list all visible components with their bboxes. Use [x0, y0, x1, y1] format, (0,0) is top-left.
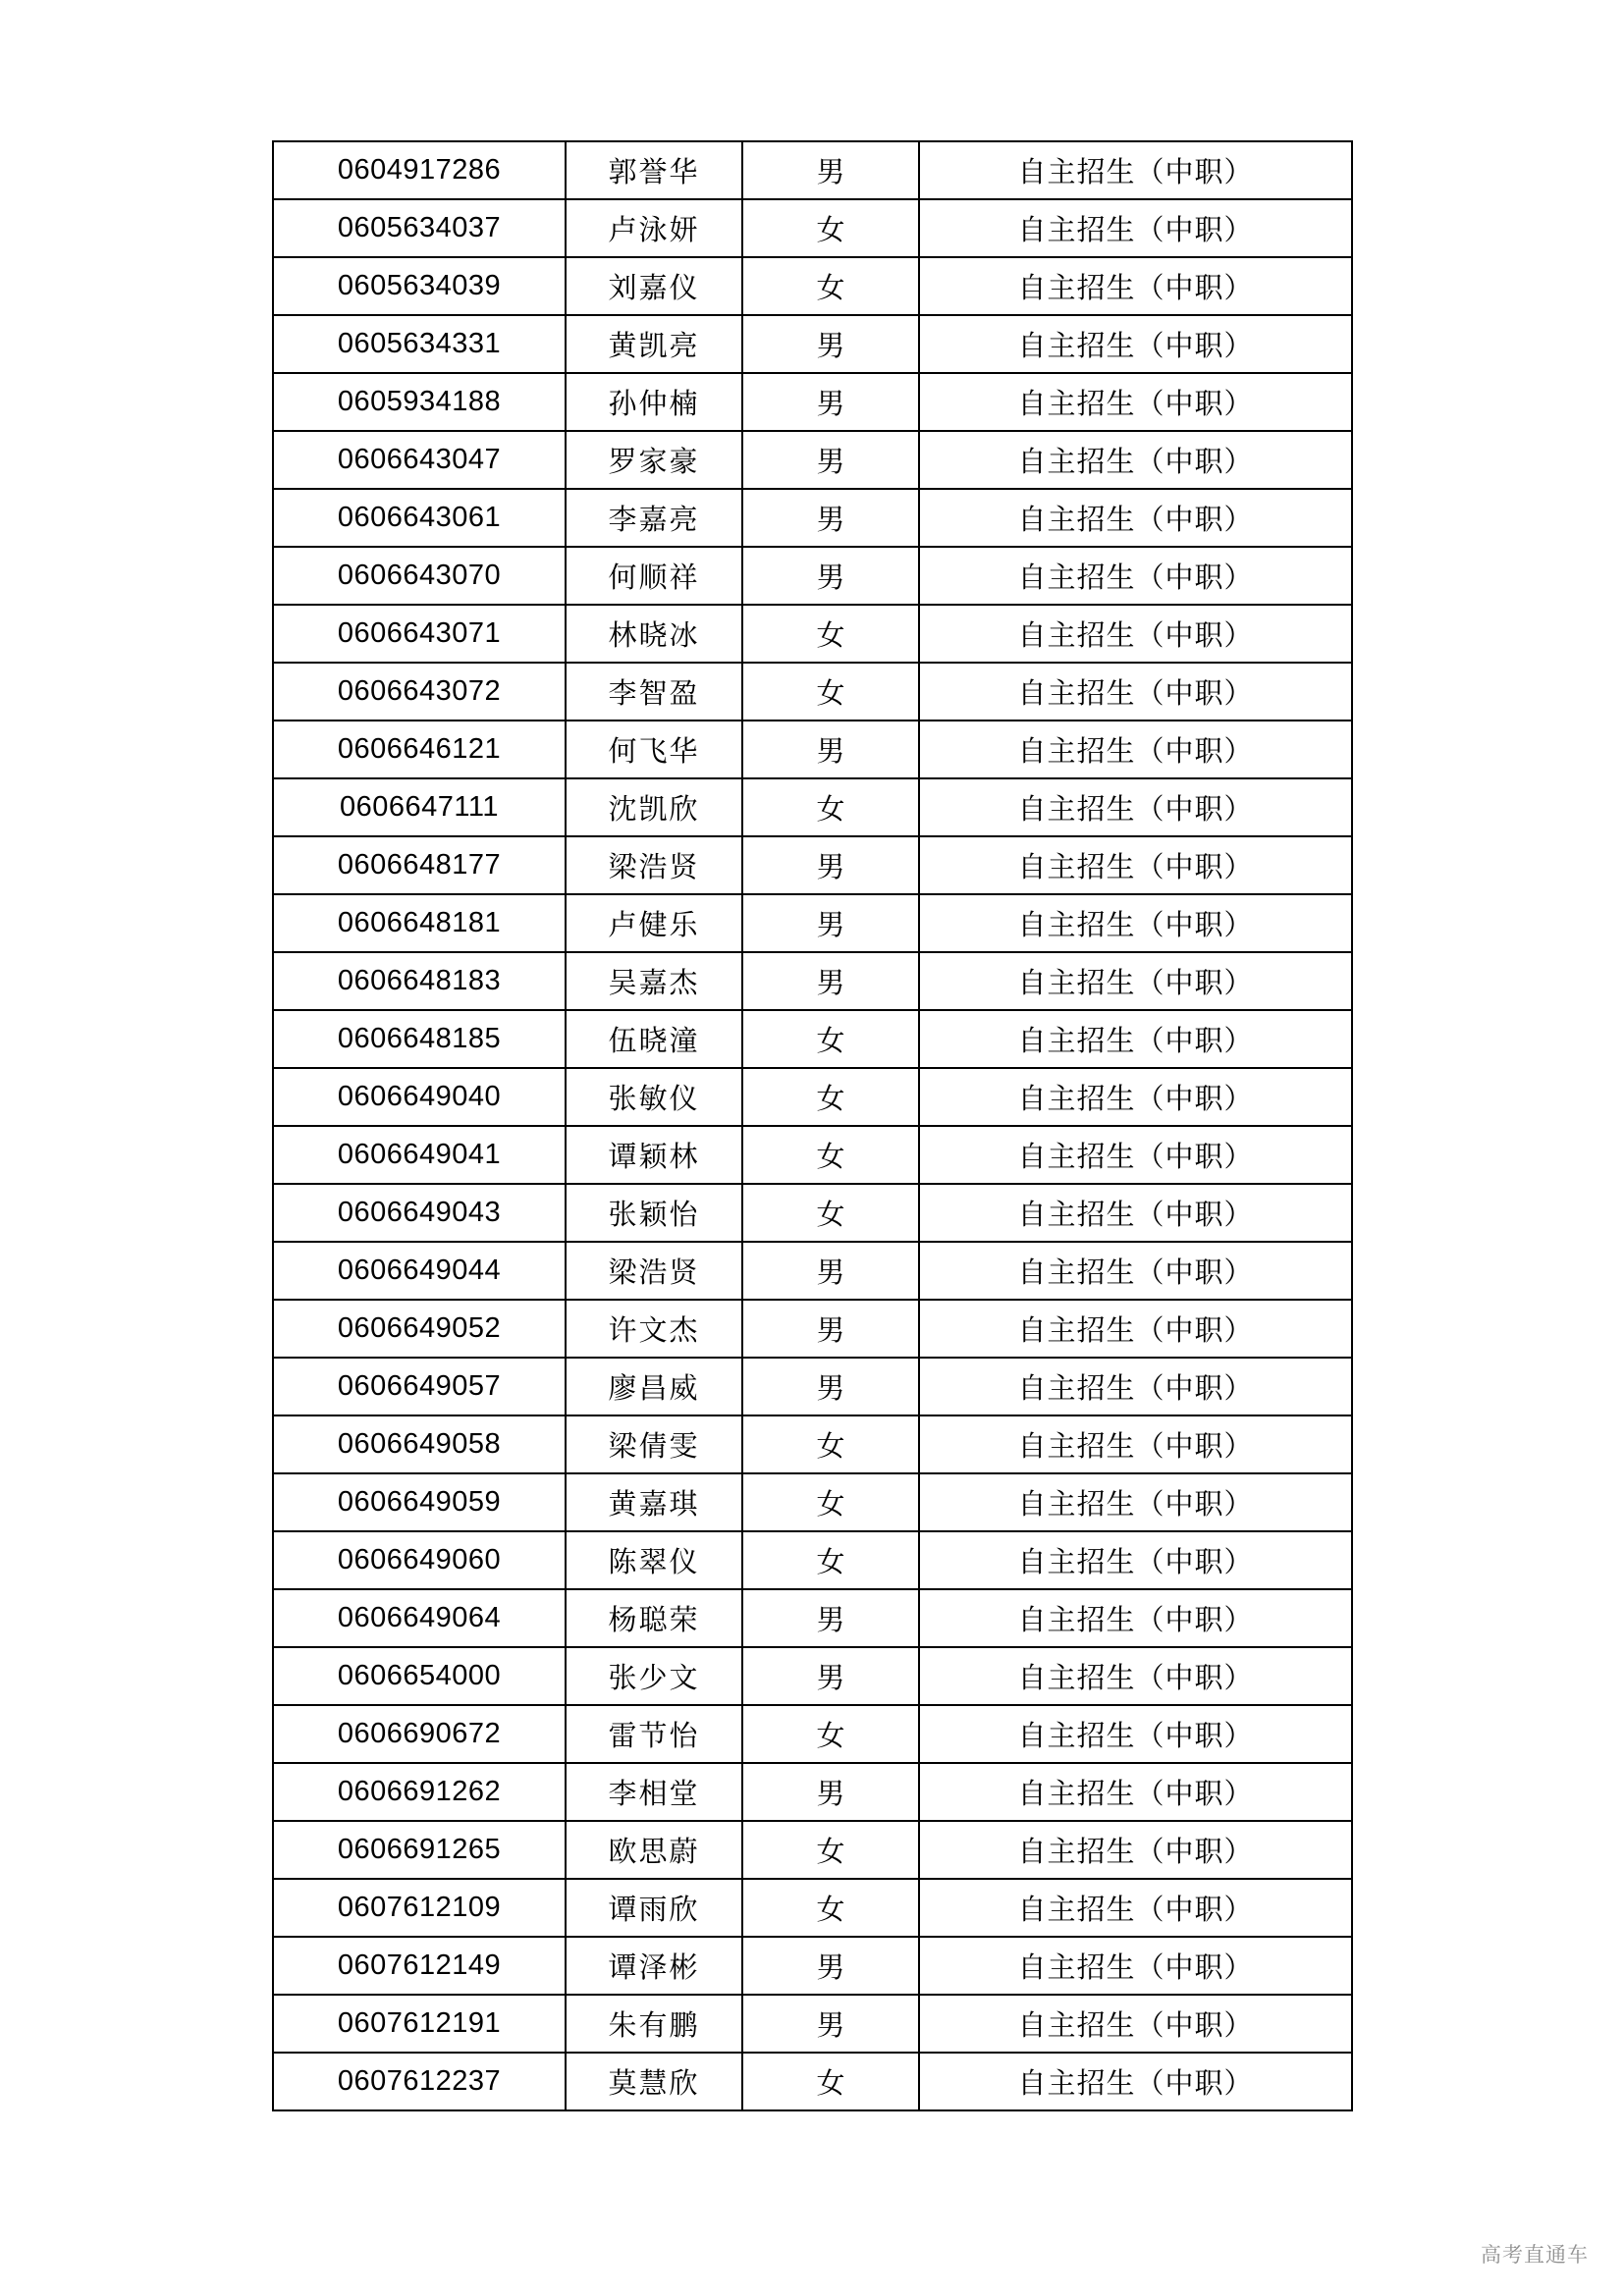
- table-row: [273, 1184, 1352, 1242]
- table-row: [273, 547, 1352, 605]
- table-row: [273, 1821, 1352, 1879]
- cell-admission-type: 自主招生（中职）: [919, 1647, 1352, 1705]
- cell-student-name: 张敏仪: [566, 1068, 742, 1126]
- cell-gender: 女: [742, 778, 919, 836]
- cell-exam-number: 0604917286: [273, 141, 566, 199]
- cell-gender: 男: [742, 1242, 919, 1300]
- cell-admission-type: 自主招生（中职）: [919, 2053, 1352, 2110]
- cell-gender: 男: [742, 952, 919, 1010]
- table-row: [273, 1763, 1352, 1821]
- cell-admission-type: 自主招生（中职）: [919, 1879, 1352, 1937]
- table-row: [273, 1937, 1352, 1995]
- cell-gender: 男: [742, 1995, 919, 2053]
- cell-exam-number: 0607612237: [273, 2053, 566, 2110]
- table-row: [273, 1068, 1352, 1126]
- cell-student-name: 张少文: [566, 1647, 742, 1705]
- cell-exam-number: 0606691262: [273, 1763, 566, 1821]
- table-row: [273, 373, 1352, 431]
- table-row: [273, 1010, 1352, 1068]
- table-row: [273, 1300, 1352, 1358]
- cell-admission-type: 自主招生（中职）: [919, 199, 1352, 257]
- table-row: [273, 1358, 1352, 1415]
- cell-student-name: 张颖怡: [566, 1184, 742, 1242]
- roster-table-container: [272, 140, 1351, 2111]
- cell-exam-number: 0606643070: [273, 547, 566, 605]
- cell-gender: 女: [742, 605, 919, 663]
- cell-student-name: 伍晓潼: [566, 1010, 742, 1068]
- cell-student-name: 卢泳妍: [566, 199, 742, 257]
- cell-gender: 女: [742, 1126, 919, 1184]
- cell-gender: 男: [742, 1589, 919, 1647]
- cell-exam-number: 0605634037: [273, 199, 566, 257]
- cell-student-name: 李智盈: [566, 663, 742, 721]
- table-row: [273, 315, 1352, 373]
- cell-gender: 男: [742, 1937, 919, 1995]
- cell-gender: 女: [742, 1068, 919, 1126]
- table-row: [273, 2053, 1352, 2110]
- table-row: [273, 605, 1352, 663]
- cell-gender: 女: [742, 663, 919, 721]
- table-row: [273, 778, 1352, 836]
- cell-admission-type: 自主招生（中职）: [919, 1358, 1352, 1415]
- cell-student-name: 何顺祥: [566, 547, 742, 605]
- cell-admission-type: 自主招生（中职）: [919, 663, 1352, 721]
- table-row: [273, 663, 1352, 721]
- cell-admission-type: 自主招生（中职）: [919, 1010, 1352, 1068]
- cell-admission-type: 自主招生（中职）: [919, 547, 1352, 605]
- table-row: [273, 489, 1352, 547]
- cell-student-name: 陈翠仪: [566, 1531, 742, 1589]
- cell-exam-number: 0606648183: [273, 952, 566, 1010]
- cell-admission-type: 自主招生（中职）: [919, 1705, 1352, 1763]
- table-row: [273, 721, 1352, 778]
- watermark-label: 高考直通车: [1481, 2244, 1589, 2267]
- cell-student-name: 杨聪荣: [566, 1589, 742, 1647]
- cell-student-name: 黄凯亮: [566, 315, 742, 373]
- cell-admission-type: 自主招生（中职）: [919, 489, 1352, 547]
- cell-exam-number: 0605634331: [273, 315, 566, 373]
- cell-gender: 男: [742, 836, 919, 894]
- table-row: [273, 1879, 1352, 1937]
- cell-admission-type: 自主招生（中职）: [919, 1589, 1352, 1647]
- table-row: [273, 431, 1352, 489]
- cell-gender: 女: [742, 199, 919, 257]
- cell-student-name: 莫慧欣: [566, 2053, 742, 2110]
- cell-student-name: 欧思蔚: [566, 1821, 742, 1879]
- cell-student-name: 许文杰: [566, 1300, 742, 1358]
- cell-admission-type: 自主招生（中职）: [919, 1415, 1352, 1473]
- cell-admission-type: 自主招生（中职）: [919, 778, 1352, 836]
- cell-exam-number: 0606643047: [273, 431, 566, 489]
- cell-exam-number: 0606648185: [273, 1010, 566, 1068]
- cell-exam-number: 0606648181: [273, 894, 566, 952]
- cell-admission-type: 自主招生（中职）: [919, 1300, 1352, 1358]
- table-row: [273, 894, 1352, 952]
- cell-exam-number: 0605934188: [273, 373, 566, 431]
- cell-admission-type: 自主招生（中职）: [919, 1531, 1352, 1589]
- cell-exam-number: 0606691265: [273, 1821, 566, 1879]
- cell-gender: 女: [742, 257, 919, 315]
- cell-student-name: 刘嘉仪: [566, 257, 742, 315]
- cell-admission-type: 自主招生（中职）: [919, 952, 1352, 1010]
- cell-gender: 男: [742, 1300, 919, 1358]
- cell-student-name: 黄嘉琪: [566, 1473, 742, 1531]
- cell-exam-number: 0606649057: [273, 1358, 566, 1415]
- cell-gender: 男: [742, 373, 919, 431]
- cell-admission-type: 自主招生（中职）: [919, 1184, 1352, 1242]
- cell-gender: 女: [742, 1821, 919, 1879]
- table-row: [273, 1415, 1352, 1473]
- cell-exam-number: 0606649058: [273, 1415, 566, 1473]
- cell-exam-number: 0606690672: [273, 1705, 566, 1763]
- cell-student-name: 李相堂: [566, 1763, 742, 1821]
- cell-student-name: 谭雨欣: [566, 1879, 742, 1937]
- cell-exam-number: 0606649044: [273, 1242, 566, 1300]
- cell-gender: 男: [742, 547, 919, 605]
- cell-exam-number: 0606649041: [273, 1126, 566, 1184]
- cell-admission-type: 自主招生（中职）: [919, 894, 1352, 952]
- cell-student-name: 郭誉华: [566, 141, 742, 199]
- cell-exam-number: 0606643072: [273, 663, 566, 721]
- cell-admission-type: 自主招生（中职）: [919, 1995, 1352, 2053]
- table-row: [273, 1242, 1352, 1300]
- cell-exam-number: 0606649064: [273, 1589, 566, 1647]
- cell-student-name: 罗家豪: [566, 431, 742, 489]
- cell-admission-type: 自主招生（中职）: [919, 721, 1352, 778]
- table-row: [273, 1126, 1352, 1184]
- cell-gender: 男: [742, 1358, 919, 1415]
- table-row: [273, 836, 1352, 894]
- cell-gender: 女: [742, 1879, 919, 1937]
- admission-roster-table: [272, 140, 1353, 2111]
- cell-exam-number: 0606649052: [273, 1300, 566, 1358]
- cell-admission-type: 自主招生（中职）: [919, 141, 1352, 199]
- cell-exam-number: 0606648177: [273, 836, 566, 894]
- cell-admission-type: 自主招生（中职）: [919, 1763, 1352, 1821]
- cell-gender: 男: [742, 315, 919, 373]
- cell-admission-type: 自主招生（中职）: [919, 431, 1352, 489]
- cell-gender: 女: [742, 1705, 919, 1763]
- cell-student-name: 朱有鹏: [566, 1995, 742, 2053]
- cell-student-name: 沈凯欣: [566, 778, 742, 836]
- cell-admission-type: 自主招生（中职）: [919, 1937, 1352, 1995]
- cell-exam-number: 0606649059: [273, 1473, 566, 1531]
- roster-table-body: [273, 141, 1352, 2110]
- cell-gender: 女: [742, 1184, 919, 1242]
- cell-exam-number: 0607612109: [273, 1879, 566, 1937]
- cell-student-name: 李嘉亮: [566, 489, 742, 547]
- cell-gender: 男: [742, 721, 919, 778]
- cell-admission-type: 自主招生（中职）: [919, 605, 1352, 663]
- cell-exam-number: 0606643061: [273, 489, 566, 547]
- cell-student-name: 廖昌威: [566, 1358, 742, 1415]
- cell-student-name: 孙仲楠: [566, 373, 742, 431]
- table-row: [273, 257, 1352, 315]
- cell-exam-number: 0606646121: [273, 721, 566, 778]
- cell-student-name: 梁浩贤: [566, 1242, 742, 1300]
- cell-gender: 男: [742, 431, 919, 489]
- cell-gender: 男: [742, 1763, 919, 1821]
- table-row: [273, 1473, 1352, 1531]
- cell-student-name: 卢健乐: [566, 894, 742, 952]
- cell-student-name: 林晓冰: [566, 605, 742, 663]
- cell-exam-number: 0606649060: [273, 1531, 566, 1589]
- cell-admission-type: 自主招生（中职）: [919, 1242, 1352, 1300]
- cell-student-name: 谭泽彬: [566, 1937, 742, 1995]
- table-row: [273, 141, 1352, 199]
- cell-gender: 男: [742, 1647, 919, 1705]
- cell-exam-number: 0606647111: [273, 778, 566, 836]
- table-row: [273, 1531, 1352, 1589]
- cell-admission-type: 自主招生（中职）: [919, 315, 1352, 373]
- cell-exam-number: 0606643071: [273, 605, 566, 663]
- cell-gender: 女: [742, 1010, 919, 1068]
- table-row: [273, 1705, 1352, 1763]
- cell-gender: 女: [742, 1415, 919, 1473]
- cell-gender: 女: [742, 1473, 919, 1531]
- cell-exam-number: 0606649043: [273, 1184, 566, 1242]
- table-row: [273, 952, 1352, 1010]
- cell-student-name: 吴嘉杰: [566, 952, 742, 1010]
- cell-student-name: 雷节怡: [566, 1705, 742, 1763]
- cell-exam-number: 0605634039: [273, 257, 566, 315]
- cell-gender: 女: [742, 1531, 919, 1589]
- cell-exam-number: 0607612191: [273, 1995, 566, 2053]
- cell-exam-number: 0606649040: [273, 1068, 566, 1126]
- cell-gender: 男: [742, 894, 919, 952]
- table-row: [273, 1589, 1352, 1647]
- cell-gender: 男: [742, 489, 919, 547]
- cell-exam-number: 0607612149: [273, 1937, 566, 1995]
- cell-admission-type: 自主招生（中职）: [919, 1068, 1352, 1126]
- cell-admission-type: 自主招生（中职）: [919, 373, 1352, 431]
- table-row: [273, 199, 1352, 257]
- cell-student-name: 梁倩雯: [566, 1415, 742, 1473]
- cell-exam-number: 0606654000: [273, 1647, 566, 1705]
- table-row: [273, 1647, 1352, 1705]
- cell-student-name: 梁浩贤: [566, 836, 742, 894]
- cell-student-name: 谭颖林: [566, 1126, 742, 1184]
- cell-admission-type: 自主招生（中职）: [919, 836, 1352, 894]
- table-row: [273, 1995, 1352, 2053]
- cell-gender: 女: [742, 2053, 919, 2110]
- cell-admission-type: 自主招生（中职）: [919, 1126, 1352, 1184]
- cell-student-name: 何飞华: [566, 721, 742, 778]
- cell-admission-type: 自主招生（中职）: [919, 257, 1352, 315]
- cell-gender: 男: [742, 141, 919, 199]
- cell-admission-type: 自主招生（中职）: [919, 1821, 1352, 1879]
- cell-admission-type: 自主招生（中职）: [919, 1473, 1352, 1531]
